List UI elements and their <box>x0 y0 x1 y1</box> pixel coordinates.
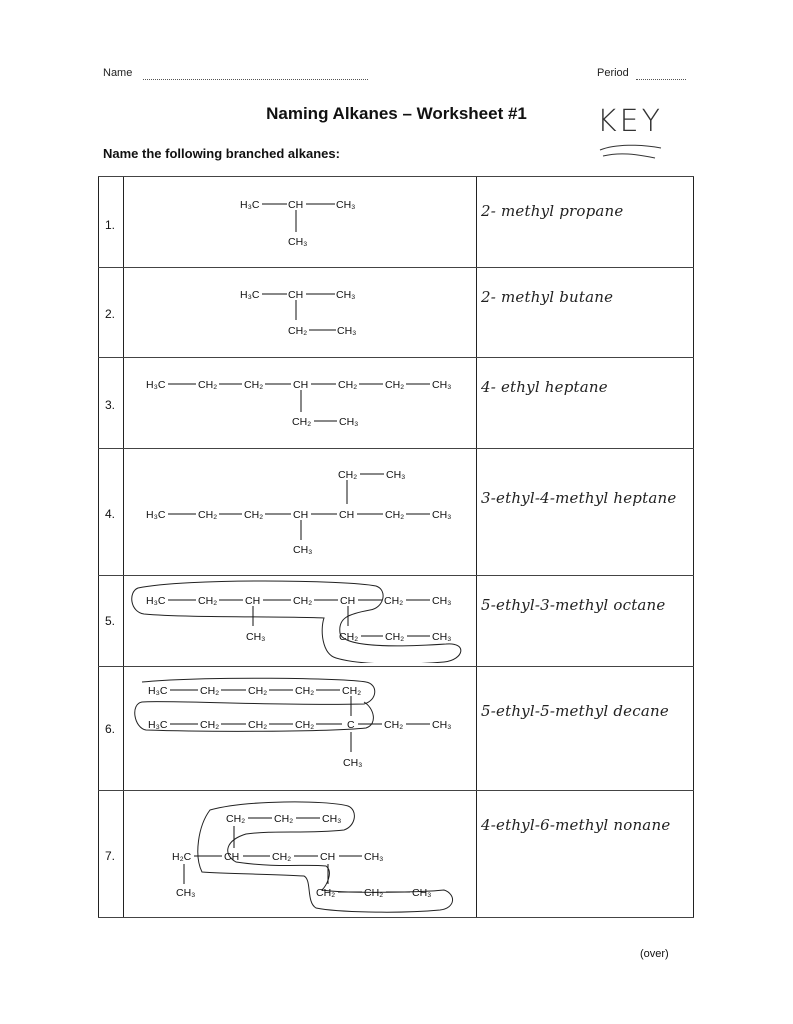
answer-3[interactable]: 4- ethyl heptane <box>481 378 608 396</box>
group-h3c: H₃C <box>240 289 260 301</box>
chemical-group: CH₃ <box>432 509 452 521</box>
chemical-group: CH₃ <box>386 469 406 481</box>
chemical-group: CH <box>224 851 240 863</box>
chemical-group: CH₃ <box>339 416 359 428</box>
chemical-group: CH <box>340 595 356 607</box>
chemical-group: H₃C <box>146 509 166 521</box>
group-ch3: CH₃ <box>336 289 356 301</box>
chemical-group: CH <box>320 851 336 863</box>
answer-4[interactable]: 3-ethyl-4-methyl heptane <box>481 489 677 507</box>
group-ch3: CH₃ <box>336 199 356 211</box>
group-ch: CH <box>288 289 304 301</box>
structure-5 <box>126 578 476 663</box>
chemical-group: CH₃ <box>364 851 384 863</box>
row-number: 6. <box>105 722 116 736</box>
page-title: Naming Alkanes – Worksheet #1 <box>266 104 527 123</box>
chemical-group: CH₂ <box>248 685 268 697</box>
answer-6[interactable]: 5-ethyl-5-methyl decane <box>481 702 669 720</box>
chemical-group: CH₂ <box>295 685 315 697</box>
period-label: Period <box>597 67 629 79</box>
chemical-group: CH₃ <box>343 757 363 769</box>
chemical-group: CH₃ <box>176 887 196 899</box>
chemical-group: CH₂ <box>338 379 358 391</box>
structure-3 <box>126 366 476 446</box>
answer-key-mark: KEY <box>597 104 663 139</box>
row-number: 2. <box>105 307 116 321</box>
answer-1[interactable]: 2- methyl propane <box>481 202 624 220</box>
name-field-line[interactable] <box>143 79 368 80</box>
chemical-group: CH₃ <box>432 631 452 643</box>
answer-5[interactable]: 5-ethyl-3-methyl octane <box>481 596 666 614</box>
chemical-group: CH₂ <box>384 719 404 731</box>
chemical-group: CH₂ <box>292 416 312 428</box>
answer-7[interactable]: 4-ethyl-6-methyl nonane <box>481 816 671 834</box>
row-number: 3. <box>105 398 116 412</box>
chemical-group: CH₃ <box>432 379 452 391</box>
chemical-group: CH₃ <box>432 719 452 731</box>
chemical-group: CH₂ <box>295 719 315 731</box>
chemical-group: CH₂ <box>244 379 264 391</box>
row-number: 1. <box>105 218 116 232</box>
chemical-group: CH₃ <box>412 887 432 899</box>
structure-7 <box>126 796 476 914</box>
chemical-group: CH₃ <box>293 544 313 556</box>
instructions: Name the following branched alkanes: <box>103 146 340 161</box>
chemical-group: CH <box>293 509 309 521</box>
structure-2 <box>126 276 476 351</box>
chemical-group: CH₃ <box>432 595 452 607</box>
chemical-group: C <box>347 719 355 731</box>
chemical-group: CH₂ <box>272 851 292 863</box>
chemical-group: CH₃ <box>322 813 342 825</box>
chemical-group: CH <box>293 379 309 391</box>
chemical-group: CH₂ <box>364 887 384 899</box>
chemical-group: CH₂ <box>342 685 362 697</box>
structure-6 <box>126 672 476 787</box>
row-number: 5. <box>105 614 116 628</box>
row-number: 7. <box>105 849 116 863</box>
chemical-group: CH₂ <box>200 719 220 731</box>
chemical-group: H₃C <box>148 685 168 697</box>
chemical-group: CH₂ <box>385 509 405 521</box>
chemical-group: CH₂ <box>248 719 268 731</box>
chemical-group: CH₃ <box>246 631 266 643</box>
chemical-group: CH <box>339 509 355 521</box>
group-ch2: CH₂ <box>288 325 308 337</box>
chemical-group: CH₂ <box>385 379 405 391</box>
chemical-group: CH₂ <box>384 595 404 607</box>
answer-2[interactable]: 2- methyl butane <box>481 288 614 306</box>
group-h3c: H₃C <box>240 199 260 211</box>
chemical-group: H₂C <box>172 851 192 863</box>
chemical-group: CH₂ <box>226 813 246 825</box>
chemical-group: CH₂ <box>293 595 313 607</box>
chemical-group: CH₂ <box>339 631 359 643</box>
chemical-group: CH₂ <box>385 631 405 643</box>
chemical-group: CH₂ <box>316 887 336 899</box>
structure-1 <box>126 186 476 261</box>
group-ch3: CH₃ <box>288 236 308 248</box>
chemical-group: CH₂ <box>244 509 264 521</box>
chemical-group: H₃C <box>146 379 166 391</box>
chemical-group: CH <box>245 595 261 607</box>
name-label: Name <box>103 67 133 79</box>
structure-4 <box>126 458 476 568</box>
chemical-group: CH₂ <box>338 469 358 481</box>
chemical-group: CH₂ <box>198 595 218 607</box>
over-note: (over) <box>640 948 669 960</box>
chemical-group: CH₂ <box>200 685 220 697</box>
chemical-group: H₃C <box>146 595 166 607</box>
chemical-group: CH₂ <box>198 509 218 521</box>
period-field-line[interactable] <box>636 79 686 80</box>
longest-chain-circle <box>132 581 461 663</box>
chemical-group: CH₂ <box>198 379 218 391</box>
chemical-group: CH₂ <box>274 813 294 825</box>
group-ch3: CH₃ <box>337 325 357 337</box>
row-number: 4. <box>105 507 116 521</box>
key-underline-scribble <box>595 142 665 162</box>
alkanes-table <box>98 176 694 918</box>
chemical-group: H₃C <box>148 719 168 731</box>
group-ch: CH <box>288 199 304 211</box>
